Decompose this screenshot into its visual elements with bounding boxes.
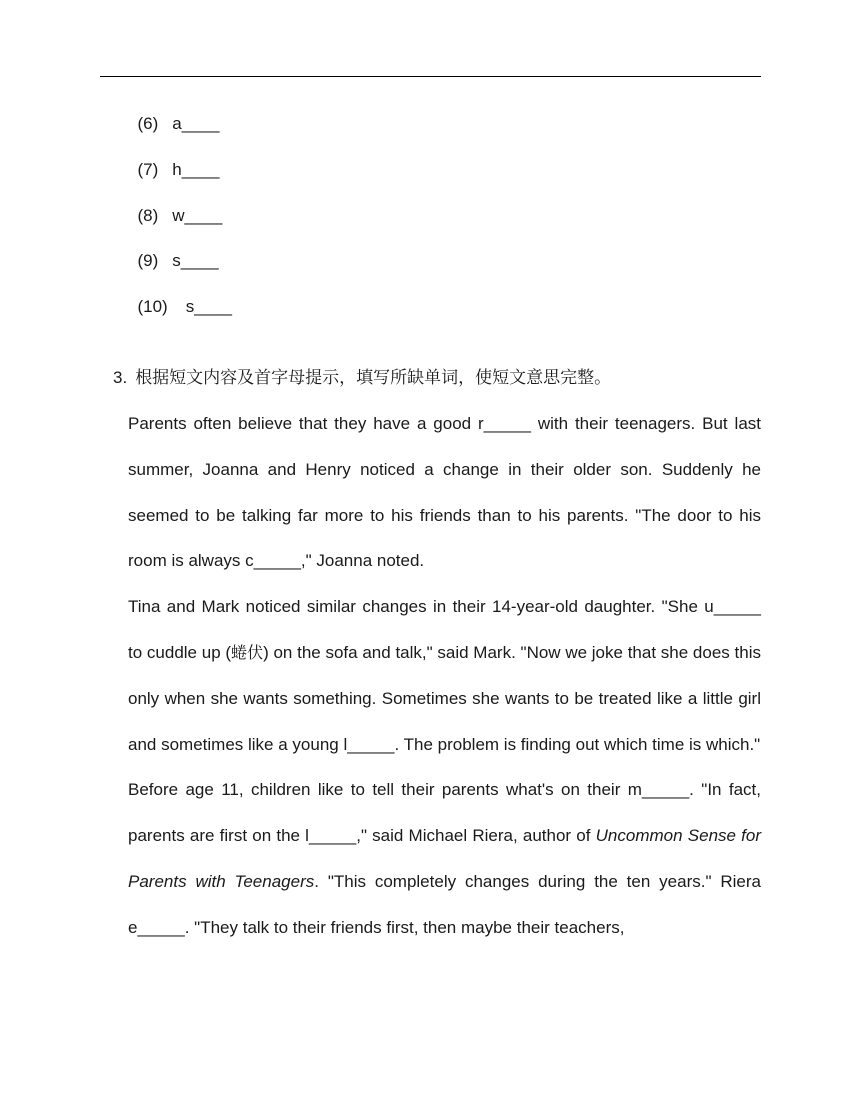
paragraph-text: ) on the sofa and talk," said Mark. "Now we joke that she does this only when she wants something. Sometimes she wants to be treated like a little girl and sometimes like a young l_____. The problem is finding out which time is which."	[128, 642, 761, 754]
list-item	[128, 140, 220, 179]
chinese-gloss: 蜷伏	[231, 642, 264, 662]
answer-blank: a____	[172, 114, 220, 133]
list-item	[128, 277, 233, 316]
passage-paragraph-2	[128, 584, 761, 767]
paragraph-text: Tina and Mark noticed similar changes in their 14-year-old daughter. "She u_____ to cuddle up (	[128, 597, 761, 662]
answer-blank: w____	[172, 206, 223, 225]
list-item	[128, 186, 223, 225]
passage-paragraph-3	[128, 767, 761, 950]
paragraph-text: . "This completely changes during the ten years." Riera e_____. "They talk to their friends first, then maybe their teachers,	[128, 871, 761, 937]
question-instruction: 根据短文内容及首字母提示，填写所缺单词，使短文意思完整。	[135, 368, 612, 388]
passage	[128, 401, 761, 951]
list-item	[128, 94, 220, 133]
item-number: (7)	[137, 160, 159, 179]
passage-paragraph-1: Parents often believe that they have a good r_____ with their teenagers. But last summer, Joanna and Henry noticed a change in their older son. Suddenly he seemed to be talking far more to his friends than to his parents. "The door to his room is always c_____," Joanna noted.	[128, 414, 761, 571]
question-number: 3.	[113, 368, 128, 387]
book-title: Uncommon Sense for Parents with Teenagers	[128, 826, 762, 891]
item-number: (6)	[137, 114, 159, 133]
item-number: (10)	[137, 297, 168, 316]
list-item	[128, 231, 219, 270]
question-header	[113, 367, 611, 389]
answer-blank: s____	[185, 297, 233, 316]
answer-blank: h____	[172, 160, 220, 179]
top-divider	[100, 76, 761, 77]
item-number: (9)	[137, 251, 159, 270]
paragraph-text: Before age 11, children like to tell their parents what's on their m_____. "In fact, parents are first on the l_____," said Michael Riera, author of	[128, 780, 761, 846]
answer-blank: s____	[172, 251, 219, 270]
item-number: (8)	[137, 206, 159, 225]
